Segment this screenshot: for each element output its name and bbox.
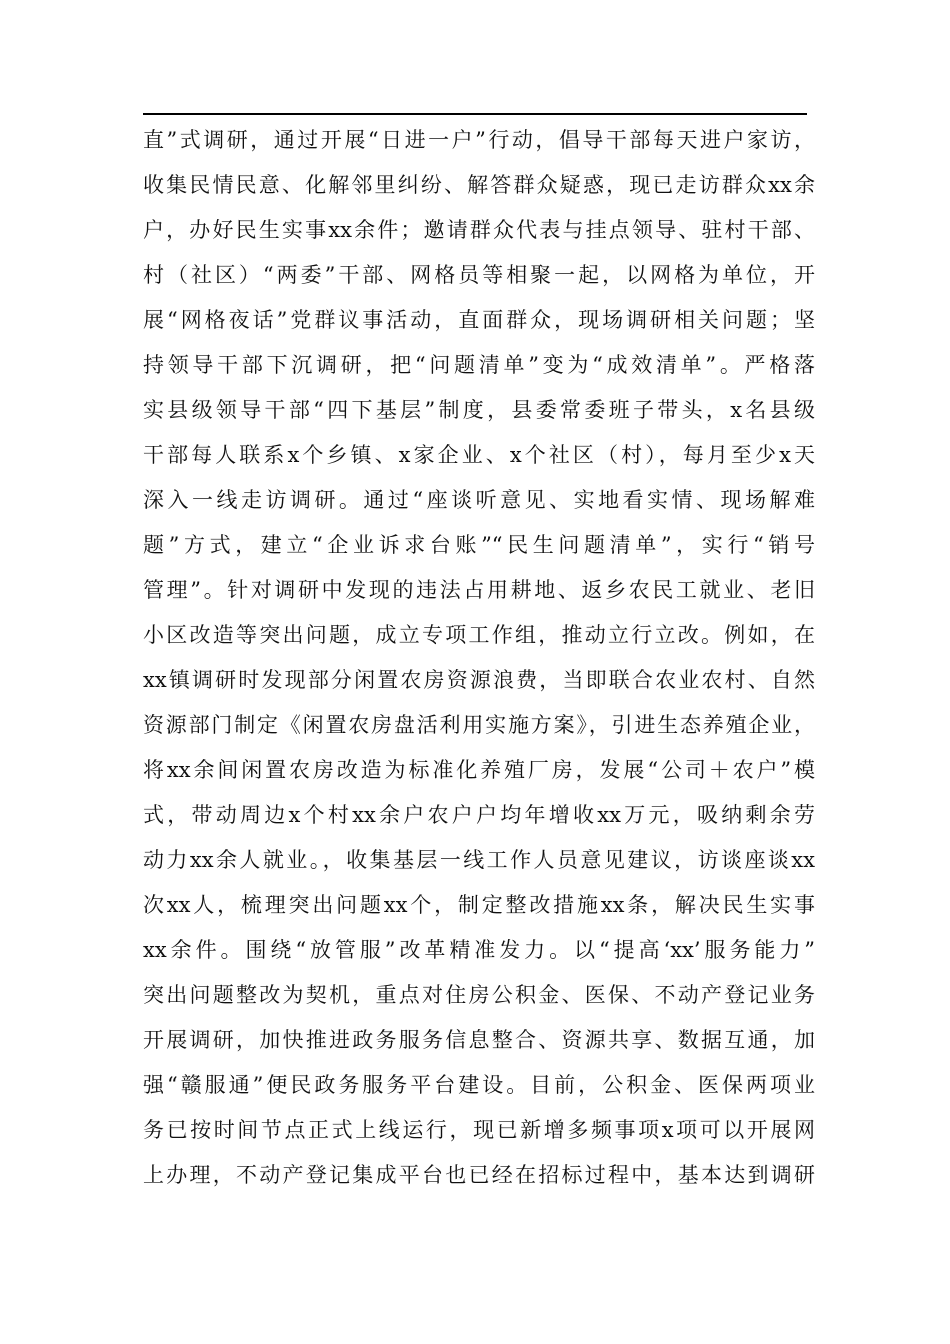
text-line: 深入一线走访调研。通过“座谈听意见、实地看实情、现场解难 (143, 488, 815, 512)
body-text (143, 118, 815, 1198)
text-line: 直”式调研，通过开展“日进一户”行动，倡导干部每天进户家访， (143, 128, 815, 152)
text-line: 式，带动周边x个村xx余户农户户均年增收xx万元，吸纳剩余劳 (143, 803, 815, 827)
text-line: 收集民情民意、化解邻里纠纷、解答群众疑惑，现已走访群众xx余 (143, 173, 815, 197)
text-line: 展“网格夜话”党群议事活动，直面群众，现场调研相关问题；坚 (143, 308, 815, 332)
text-line: xx镇调研时发现部分闲置农房资源浪费，当即联合农业农村、自然 (143, 668, 815, 692)
header-rule (143, 113, 807, 115)
text-line: 突出问题整改为契机，重点对住房公积金、医保、不动产登记业务 (143, 983, 815, 1007)
text-line: 题”方式，建立“企业诉求台账”“民生问题清单”，实行“销号 (143, 533, 815, 557)
text-line: 管理”。针对调研中发现的违法占用耕地、返乡农民工就业、老旧 (143, 578, 815, 602)
text-line: 村（社区）“两委”干部、网格员等相聚一起，以网格为单位，开 (143, 263, 815, 287)
text-line: 务已按时间节点正式上线运行，现已新增多频事项x项可以开展网 (143, 1118, 815, 1142)
text-line: 将xx余间闲置农房改造为标准化养殖厂房，发展“公司＋农户”模 (143, 758, 815, 782)
text-line: 小区改造等突出问题，成立专项工作组，推动立行立改。例如，在 (143, 623, 815, 647)
text-line: 资源部门制定《闲置农房盘活利用实施方案》，引进生态养殖企业， (143, 713, 815, 737)
text-line: 上办理，不动产登记集成平台也已经在招标过程中，基本达到调研 (143, 1163, 815, 1187)
text-line: 干部每人联系x个乡镇、x家企业、x个社区（村），每月至少x天 (143, 443, 815, 467)
text-line: 动力xx余人就业。，收集基层一线工作人员意见建议，访谈座谈xx (143, 848, 815, 872)
text-line: 户，办好民生实事xx余件；邀请群众代表与挂点领导、驻村干部、 (143, 218, 815, 242)
text-line: 强“赣服通”便民政务服务平台建设。目前，公积金、医保两项业 (143, 1073, 815, 1097)
text-line: 次xx人，梳理突出问题xx个，制定整改措施xx条，解决民生实事 (143, 893, 815, 917)
text-line: 实县级领导干部“四下基层”制度，县委常委班子带头，x名县级 (143, 398, 815, 422)
text-line: 开展调研，加快推进政务服务信息整合、资源共享、数据互通，加 (143, 1028, 815, 1052)
text-line: 持领导干部下沉调研，把“问题清单”变为“成效清单”。严格落 (143, 353, 815, 377)
text-line: xx余件。围绕“放管服”改革精准发力。以“提高‘xx’服务能力” (143, 938, 815, 962)
